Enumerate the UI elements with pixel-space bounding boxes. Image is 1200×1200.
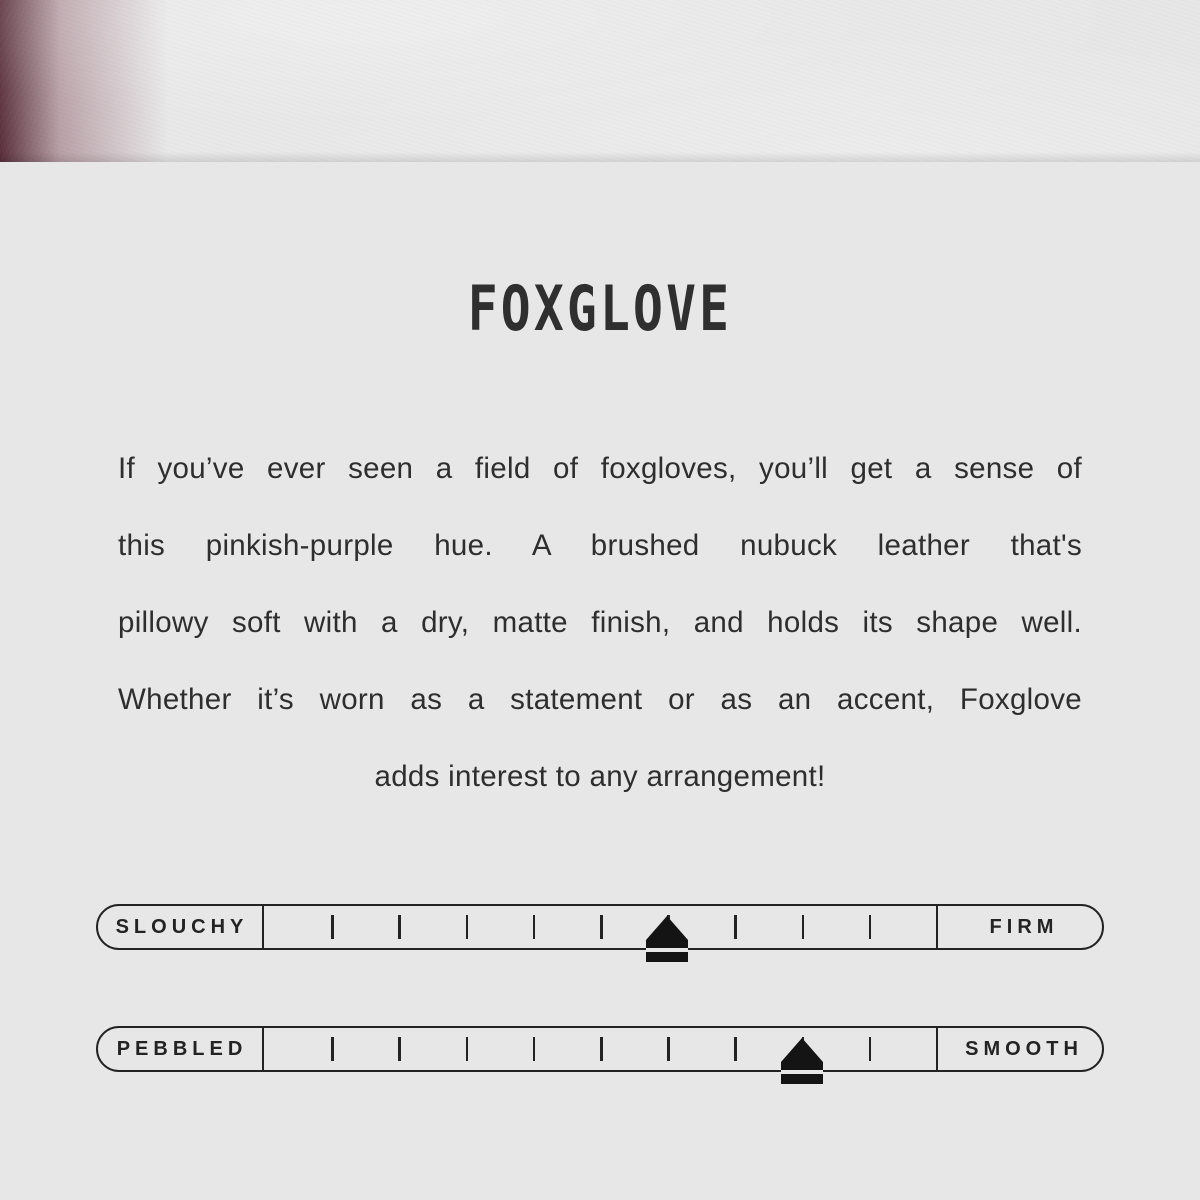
description-block (118, 430, 1082, 815)
scale-tick (331, 1037, 334, 1061)
page-title: FOXGLOVE (467, 272, 733, 345)
scale-marker-head (646, 916, 688, 940)
scale-marker-head (781, 1038, 823, 1062)
scale-tick (398, 915, 401, 939)
scale-tick (600, 1037, 603, 1061)
scale-ticks (264, 904, 936, 950)
scale-tick (331, 915, 334, 939)
scale-firmness[interactable] (96, 904, 1104, 950)
scale-tick (734, 1037, 737, 1061)
scale-marker[interactable] (646, 916, 688, 962)
scale-tick (600, 915, 603, 939)
scale-tick (398, 1037, 401, 1061)
scale-right-label: FIRM (936, 904, 1104, 950)
description-line: adds interest to any arrangement! (374, 760, 826, 793)
swatch-grain-texture (0, 0, 1200, 162)
scale-marker-slot (781, 1070, 823, 1074)
description-line: If you’ve ever seen a field of foxgloves, you’ll get a sense of (118, 452, 1082, 485)
description-line: this pinkish-purple hue. A brushed nubuck leather that's (118, 529, 1082, 562)
scale-marker[interactable] (781, 1038, 823, 1084)
scale-tick (869, 915, 872, 939)
scale-left-label: PEBBLED (96, 1026, 264, 1072)
scale-tick (802, 915, 805, 939)
description-line: pillowy soft with a dry, matte finish, and holds its shape well. (118, 606, 1082, 639)
scale-tick (533, 1037, 536, 1061)
scale-ticks (264, 1026, 936, 1072)
scale-right-label: SMOOTH (936, 1026, 1104, 1072)
scale-texture[interactable] (96, 1026, 1104, 1072)
scale-tick (466, 1037, 469, 1061)
scale-tick (466, 915, 469, 939)
scale-marker-slot (646, 948, 688, 952)
scale-tick (869, 1037, 872, 1061)
leather-swatch-banner (0, 0, 1200, 162)
description-line: Whether it’s worn as a statement or as an accent, Foxglove (118, 683, 1082, 716)
scale-tick (734, 915, 737, 939)
scale-tick (667, 1037, 670, 1061)
swatch-bottom-shadow (0, 152, 1200, 162)
scale-tick (533, 915, 536, 939)
scale-left-label: SLOUCHY (96, 904, 264, 950)
